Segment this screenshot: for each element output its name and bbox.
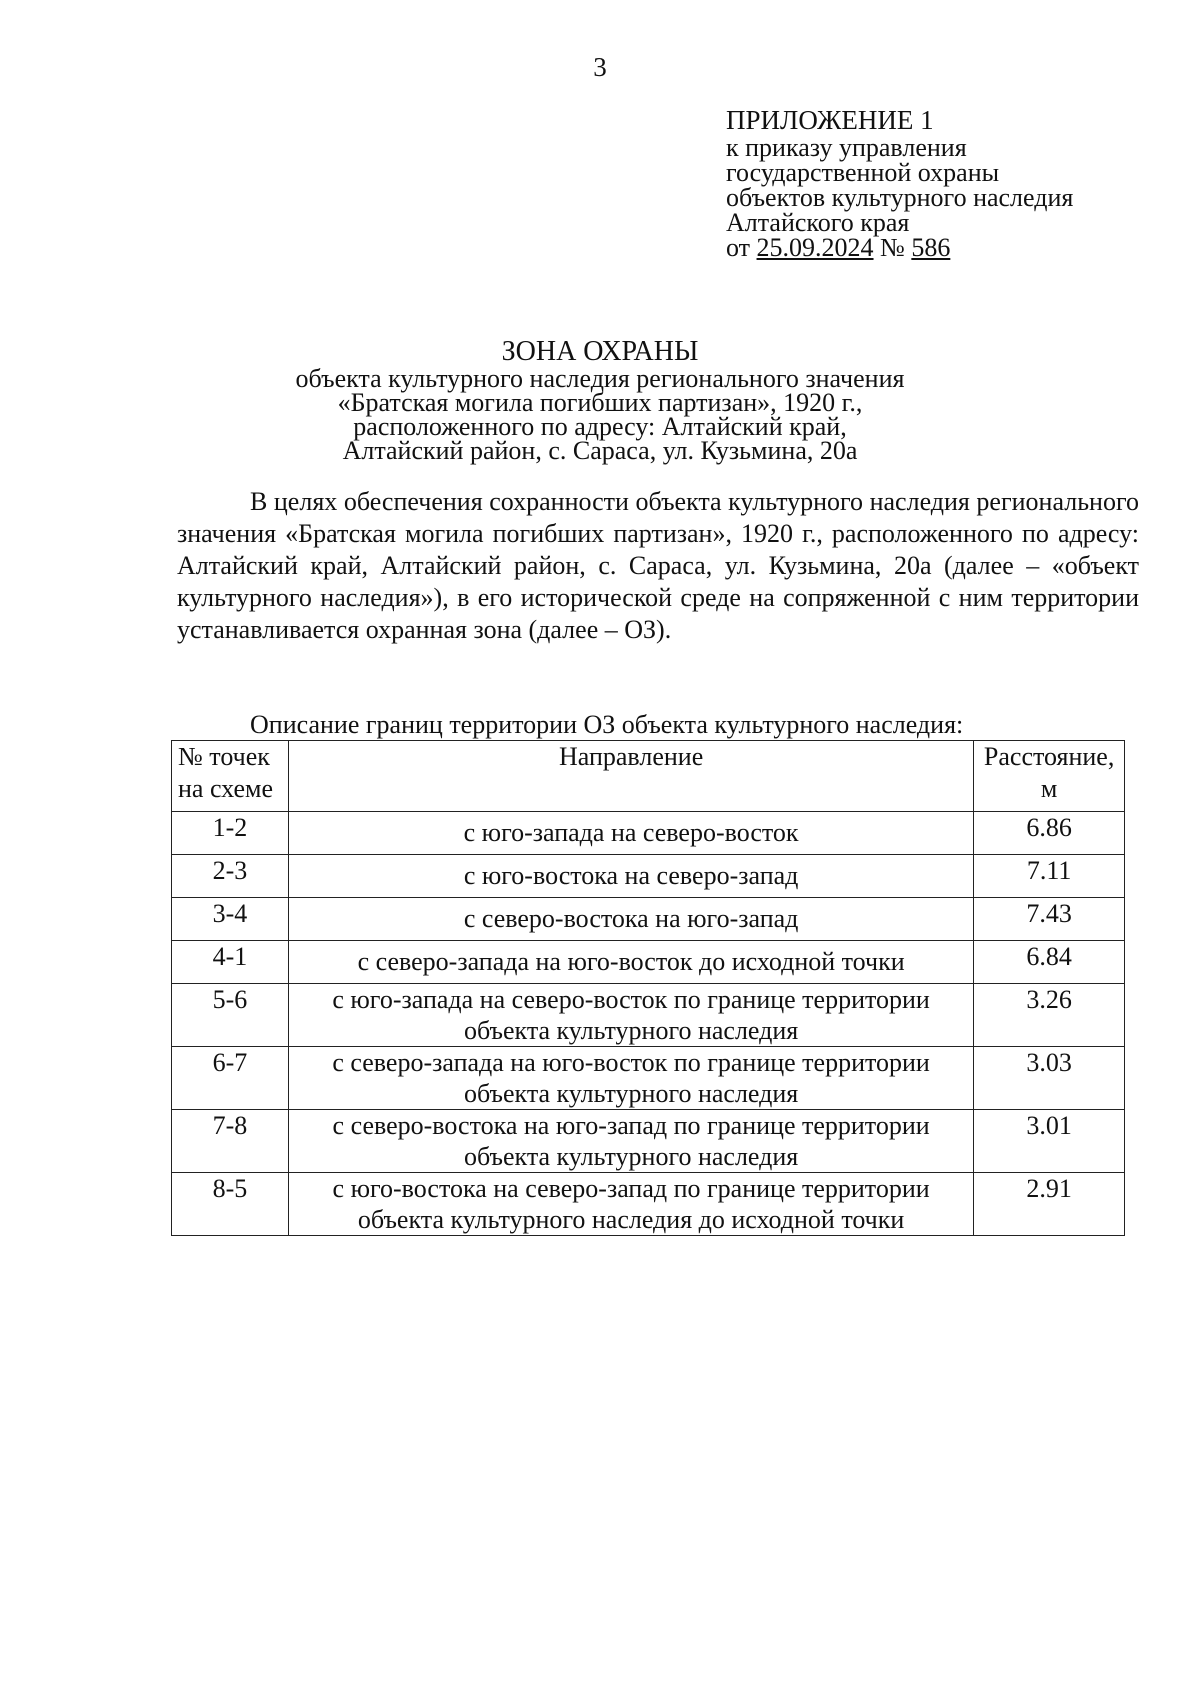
boundary-table (171, 740, 1125, 1236)
zone-heading (0, 337, 1200, 463)
appendix-line: Алтайского края (726, 208, 910, 237)
table-row (172, 898, 1125, 941)
cell-points: 8-5 (172, 1173, 289, 1236)
cell-distance: 6.84 (974, 941, 1125, 984)
header-distance: Расстояние, м (974, 741, 1125, 812)
cell-direction: с северо-запада на юго-восток по границе территории объекта культурного наследия (288, 1047, 973, 1110)
appendix-title: ПРИЛОЖЕНИЕ 1 (726, 105, 934, 135)
cell-distance: 3.03 (974, 1047, 1125, 1110)
cell-direction: с северо-востока на юго-запад (288, 898, 973, 941)
table-row (172, 1047, 1125, 1110)
header-points: № точек на схеме (172, 741, 289, 812)
cell-distance: 2.91 (974, 1173, 1125, 1236)
cell-points: 6-7 (172, 1047, 289, 1110)
cell-distance: 7.43 (974, 898, 1125, 941)
heading-line: расположенного по адресу: Алтайский край, (353, 412, 847, 441)
cell-distance: 6.86 (974, 812, 1125, 855)
table-row (172, 941, 1125, 984)
table-row (172, 984, 1125, 1047)
appendix-line: государственной охраны (726, 158, 1000, 187)
appendix-line: объектов культурного наследия (726, 183, 1074, 212)
date-prefix: от (726, 233, 757, 262)
appendix-line: к приказу управления (726, 133, 967, 162)
cell-distance: 3.01 (974, 1110, 1125, 1173)
table-row (172, 1110, 1125, 1173)
header-direction: Направление (288, 741, 973, 812)
cell-direction: с северо-запада на юго-восток до исходной точки (288, 941, 973, 984)
intro-text: В целях обеспечения сохранности объекта культурного наследия регионального значения «Братская могила погибших партизан», 1920 г., расположенного по адресу: Алтайский край, Алтайский район, с. Сараса, ул. Кузьмина, 20а (далее – «объект культурного наследия»), в его исторической среде на сопряженной с ним территории устанавливается охранная зона (далее – ОЗ). (177, 487, 1139, 644)
cell-points: 1-2 (172, 812, 289, 855)
cell-direction: с северо-востока на юго-запад по границе территории объекта культурного наследия (288, 1110, 973, 1173)
cell-points: 5-6 (172, 984, 289, 1047)
intro-paragraph (177, 486, 1139, 646)
cell-points: 4-1 (172, 941, 289, 984)
page-number: 3 (593, 52, 607, 82)
heading-line: Алтайский район, с. Сараса, ул. Кузьмина, 20а (342, 436, 858, 465)
table-row (172, 812, 1125, 855)
cell-direction: с юго-запада на северо-восток по границе территории объекта культурного наследия (288, 984, 973, 1047)
cell-points: 7-8 (172, 1110, 289, 1173)
heading-line: «Братская могила погибших партизан», 1920 г., (337, 388, 863, 417)
cell-points: 3-4 (172, 898, 289, 941)
number-prefix: № (873, 233, 912, 262)
cell-distance: 3.26 (974, 984, 1125, 1047)
order-number: 586 (911, 233, 951, 262)
table-header-row (172, 741, 1125, 812)
appendix-block (726, 105, 1166, 260)
cell-distance: 7.11 (974, 855, 1125, 898)
cell-direction: с юго-востока на северо-запад (288, 855, 973, 898)
heading-line: объекта культурного наследия регионального значения (295, 364, 905, 393)
zone-title: ЗОНА ОХРАНЫ (501, 336, 699, 367)
cell-direction: с юго-запада на северо-восток (288, 812, 973, 855)
order-date: 25.09.2024 (756, 233, 874, 262)
appendix-date-line (726, 235, 1166, 260)
table-row (172, 855, 1125, 898)
table-row (172, 1173, 1125, 1236)
cell-direction: с юго-востока на северо-запад по границе территории объекта культурного наследия до исходной точки (288, 1173, 973, 1236)
table-caption: Описание границ территории ОЗ объекта культурного наследия: (250, 710, 964, 739)
cell-points: 2-3 (172, 855, 289, 898)
